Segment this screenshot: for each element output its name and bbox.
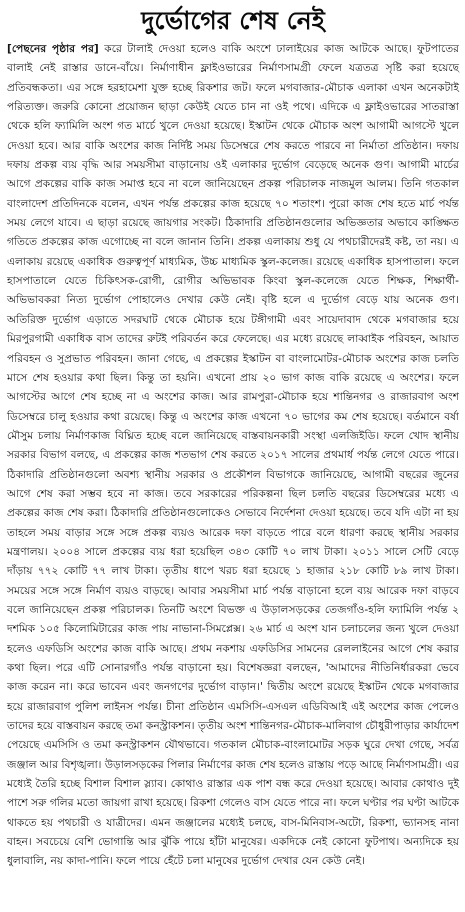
continued-from-label: [পেছনের পৃষ্ঠার পর] bbox=[7, 43, 99, 55]
article-body bbox=[7, 40, 459, 872]
article-headline: দুর্ভোগের শেষ নেই bbox=[141, 6, 325, 35]
article-text: করে টালাই দেওয়া হলেও বাকি অংশে ঢালাইয়ের কাজ আটকে আছে। ফুটপাতের বালাই নেই রাস্তার ডানে-বাঁয়ে। নির্মাণাধীন ফ্লাইওভারের নির্মাণসামগ্রী ফেলে যত্রতত্র সৃষ্টি করা হয়েছে প্রতিবন্ধকতা। এর সঙ্গে হরহামেশা যুক্ত হচ্ছে রিকশার জট। ফলে মগবাজার-মৌচাক এলাকা এখন অনেকটাই পরিত্যক্ত। জরুরি কোনো প্রয়োজন ছাড়া কেউই যেতে চান না ওই পথে। এদিকে এ ফ্লাইওভারের সাতরাস্তা থেকে হলি ফ্যামিলি অংশ গত মার্চে খুলে দেওয়া হয়েছে। ইস্কাটন থেকে মৌচাক অংশ আগামী আগস্টে খুলে দেওয়া হবে। আর বাকি অংশের কাজ নির্দিষ্ট সময় ডিসেম্বরে শেষ করতে পারবে না নির্মাতা প্রতিষ্ঠান। দফায় দফায় প্রকল্প ব্যয় বৃদ্ধি আর সময়সীমা বাড়ানোয় ওই এলাকার দুর্ভোগ বেড়েছে অনেক গুণ। আগামী মার্চের আগে প্রকল্পের বাকি কাজ সমাপ্ত হবে না বলে জানিয়েছেন প্রকল্প পরিচালক নাজমুল আলম। তিনি গতকাল বাংলাদেশ প্রতিদিনকে বলেন, এখন পর্যন্ত প্রকল্পের কাজ হয়েছে ৭০ শতাংশ। পুরো কাজ শেষ হতে মার্চ পর্যন্ত সময় লেগে যাবে। এ ছাড়া রয়েছে জায়গার সংকট। ঠিকাদারি প্রতিষ্ঠানগুলোর অভিজ্ঞতার অভাবে কাঙ্ক্ষিত গতিতে প্রকল্পের কাজ এগোচ্ছে না বলে জানান তিনি। প্রকল্প এলাকায় শুধু যে পথচারীদেরই কষ্ট, তা নয়। এ এলাকায় রয়েছে একাধিক গুরুত্বপূর্ণ মাধ্যমিক, উচ্চ মাধ্যমিক স্কুল-কলেজ। রয়েছে একাধিক হাসপাতাল। ফলে হাসপাতালে যেতে চিকিৎসক-রোগী, রোগীর অভিভাবক কিংবা স্কুল-কলেজে যেতে শিক্ষক, শিক্ষার্থী-অভিভাবকরা নিত্য দুর্ভোগ পোহালেও দেখার কেউ নেই। বৃষ্টি হলে এ দুর্ভোগ বেড়ে যায় অনেক গুণ। অতিরিক্ত দুর্ভোগ এড়াতে সদরঘাট থেকে মৌচাক হয়ে টঙ্গীগামী এবং সায়েদাবাদ থেকে মগবাজার হয়ে মিরপুরগামী একাধিক বাস তাদের রুটই পরিবর্তন করে ফেলেছে। এর মধ্যে রয়েছে লাব্বাইক পরিবহন, আয়াত পরিবহন ও সুপ্রভাত পরিবহন। জানা গেছে, এ প্রকল্পের ইস্কাটন বা বাংলামোটর-মৌচাক অংশের কাজ চলতি মাসে শেষ হওয়ার কথা ছিল। কিন্তু তা হয়নি। এখনো প্রায় ২০ ভাগ কাজ বাকি রয়েছে এ অংশের। ফলে আগস্টের আগে শেষ হচ্ছে না এ অংশের কাজ। আর রামপুরা-মৌচাক হয়ে শান্তিনগর ও রাজারবাগ অংশ ডিসেম্বরে চালু হওয়ার কথা রয়েছে। কিন্তু এ অংশের কাজ এখনো ৭০ ভাগের কম শেষ হয়েছে। বর্তমানে বর্ষা মৌসুম চলায় নির্মাণকাজ বিঘ্নিত হচ্ছে বলে জানিয়েছে বাস্তবায়নকারী সংস্থা এলজিইডি। ফলে খোদ স্থানীয় সরকার বিভাগ বলছে, এ প্রকল্পের কাজ শতভাগ শেষ করতে ২০১৭ সালের প্রথমার্ধ পর্যন্ত লেগে যেতে পারে। ঠিকাদারি প্রতিষ্ঠানগুলো অবশ্য স্থানীয় সরকার ও প্রকৌশল বিভাগকে জানিয়েছে, আগামী বছরের জুনের আগে শেষ করা সম্ভব হবে না কাজ। তবে সরকারের পরিকল্পনা ছিল চলতি বছরের ডিসেম্বরের মধ্যে এ প্রকল্পের কাজ শেষ করা। ঠিকাদারি প্রতিষ্ঠানগুলোকেও সেভাবে নির্দেশনা দেওয়া হয়েছে। তবে যদি এটা না হয় তাহলে সময় বাড়ার সঙ্গে সঙ্গে প্রকল্প ব্যয়ও আরেক দফা বাড়তে পারে বলে ধারণা করছে স্থানীয় সরকার মন্ত্রণালয়। ২০০৪ সালে প্রকল্পের ব্যয় ধরা হয়েছিল ৩৪৩ কোটি ৭০ লাখ টাকা। ২০১১ সালে সেটি বেড়ে দাঁড়ায় ৭৭২ কোটি ৭৭ লাখ টাকা। তৃতীয় ধাপে খরচ ধরা হয়েছে ১ হাজার ২১৮ কোটি ৮৯ লাখ টাকা। সময়ের সঙ্গে সঙ্গে নির্মাণ ব্যয়ও বাড়ছে। আবার সময়সীমা মার্চ পর্যন্ত বাড়ানো হলে ব্যয় আরেক দফা বাড়বে বলে জানিয়েছেন প্রকল্প পরিচালক। তিনটি অংশে বিভক্ত এ উড়ালসড়কের তেজগাঁও-হলি ফ্যামিলি পর্যন্ত ২ দশমিক ১০৫ কিলোমিটারের কাজ পায় নাভানা-সিমপ্লেক্স। ২৬ মার্চ এ অংশ যান চলাচলের জন্য খুলে দেওয়া হলেও এফডিসি অংশের কাজ বাকি আছে। প্রথম নকশায় এফডিসির সামনের রেললাইনের আগে শেষ করার কথা ছিল। পরে এটি সোনারগাঁও পর্যন্ত বাড়ানো হয়। বিশেষজ্ঞরা বলছেন, 'আমাদের নীতিনির্ধারকরা ভেবে কাজ করেন না। করে ভাবেন এবং জনগণের দুর্ভোগ বাড়ান।' দ্বিতীয় অংশে রয়েছে ইস্কাটন থেকে মগবাজার হয়ে রাজারবাগ পুলিশ লাইনস পর্যন্ত। চীনা প্রতিষ্ঠান এমসিসি-এসএল এডিবিআই এই অংশের কাজ পেলেও তাদের হয়ে বাস্তবায়ন করছে তমা কনস্ট্রাকশন। তৃতীয় অংশ শান্তিনগর-মৌচাক-মালিবাগ চৌধুরীপাড়ার কার্যাদেশ পেয়েছে এমসিসি ও তমা কনস্ট্রাকশন যৌথভাবে। গতকাল মৌচাক-বাংলামোটর সড়ক ঘুরে দেখা গেছে, সর্বত্র জঞ্জাল আর বিশৃঙ্খলা। উড়ালসড়কের পিলার নির্মাণের কাজ শেষ হলেও রাস্তায় পড়ে আছে নির্মাণসামগ্রী। এর মধ্যেই তৈরি হচ্ছে বিশাল বিশাল স্ল্যাব। কোথাও রাস্তার এক পাশ বন্ধ করে দেওয়া হয়েছে। আবার কোথাও দুই পাশে সরু গলির মতো জায়গা রাখা হয়েছে। রিকশা গেলেও বাস যেতে পারে না। ফলে ঘণ্টার পর ঘণ্টা আটকে থাকতে হয় পথচারী ও যাত্রীদের। এমন জঞ্জালের মধ্যেই চলছে, বাস-মিনিবাস-অটো, রিকশা, ভ্যানসহ নানা বাহন। সবচেয়ে বেশি ভোগান্তি আর ঝুঁকি পায়ে হাঁটা মানুষের। একদিকে নেই কোনো ফুটপাথ। অন্যদিকে হয় ধুলাবালি, নয় কাদা-পানি। ফলে পায়ে হেঁটে চলা মানুষের দুর্ভোগ দেখার যেন কেউ নেই। bbox=[7, 43, 459, 868]
